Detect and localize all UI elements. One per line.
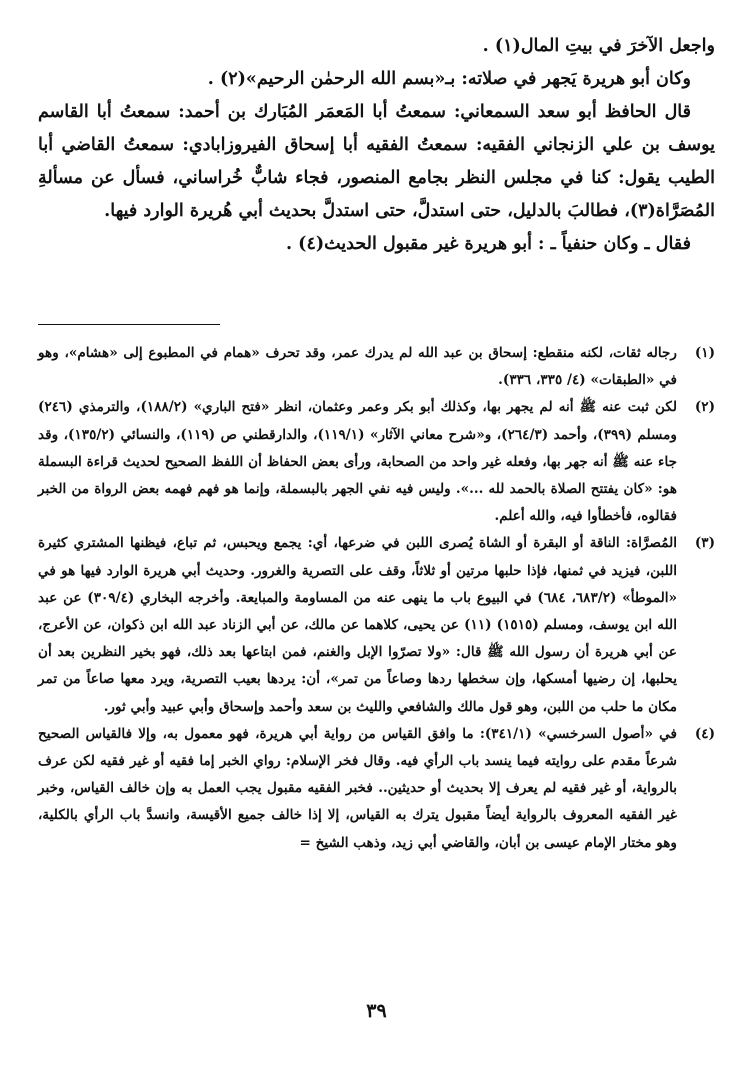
footnote-text: المُصرَّاة: الناقة أو البقرة أو الشاة يُصرى اللبن في ضرعها، أي: يجمع ويحبس، ثم تباع، فيظنها المشتري كثيرة اللبن، فيزيد في ثمنها، فإذا حلبها مرتين أو ثلاثاً، وقف على التصرية والغرور. وحديث أبي هريرة الوارد فيها هو في «الموطأ» (٦٨٣/٢، ٦٨٤) في البيوع باب ما ينهى عنه من المساومة والمبايعة. وأخرجه البخاري (٣٠٩/٤) عن عبد الله ابن يوسف، ومسلم (١٥١٥) (١١) عن يحيى، كلاهما عن مالك، عن أبي الزناد عبد الله ابن ذكوان، عن الأعرج، عن أبي هريرة أن رسول الله ﷺ قال: «ولا تصرّوا الإبل والغنم، فمن ابتاعها بعد ذلك، فهو بخير النظرين بعد أن يحلبها، إن رضيها أمسكها، وإن سخطها ردها وصاعاً من تمر»، أن: يردها بعيب التصرية، ويرد معها صاعاً من تمر مكان ما حلب من اللبن، وهو قول مالك والشافعي والليث بن سعد وأحمد وإسحاق وأبي عبيد وأبي ثور. xyxy=(38,535,677,715)
page-number: ٣٩ xyxy=(366,1000,387,1022)
main-paragraph-4: فقال ـ وكان حنفياً ـ : أبو هريرة غير مقبول الحديث(٤) . xyxy=(285,234,691,254)
footnote-text: لكن ثبت عنه ﷺ أنه لم يجهر بها، وكذلك أبو بكر وعمر وعثمان، انظر «فتح الباري» (١٨٨/٢)، والترمذي (٢٤٦) ومسلم (٣٩٩)، وأحمد (٢٦٤/٣)، و«شرح معاني الآثار» (١١٩/١)، والدارقطني ص (١١٩)، والنسائي (١٣٥/٢)، وقد جاء عنه ﷺ أنه جهر بها، وفعله غير واحد من الصحابة، ورأى بعض الحفاظ أن اللفظ الصحيح لحديث قراءة البسملة هو: «كان يفتتح الصلاة بالحمد لله ...». وليس فيه نفي الجهر بالبسملة، وإنما هو فهم فهمه بعض الرواة من الخبر فقالوه، فأخطأوا فيه، والله أعلم. xyxy=(38,399,678,525)
footnote-2 xyxy=(38,394,715,530)
footnote-text: رجاله ثقات، لكنه منقطع: إسحاق بن عبد الله لم يدرك عمر، وقد تحرف «همام في المطبوع إلى «هشام»، وهو في «الطبقات» (٤/ ٣٣٥، ٣٣٦). xyxy=(38,345,677,389)
footnotes xyxy=(38,340,715,857)
main-paragraph-1: واجعل الآخرَ في بيتِ المال(١) . xyxy=(482,36,715,56)
main-text xyxy=(38,30,715,261)
main-paragraph-2: وكان أبو هريرة يَجهر في صلاته: بـ«بسم الله الرحمٰن الرحيم»(٢) . xyxy=(207,69,691,89)
footnote-text: في «أصول السرخسي» (٣٤١/١): ما وافق القياس من رواية أبي هريرة، فهو معمول به، وإلا فالقياس الصحيح شرعاً مقدم على روايته فيما ينسد باب الرأي فيه. وقال فخر الإسلام: رواي الخبر إما فقيه أو غير فقيه لكن عرف بالرواية، أو غير فقيه لم يعرف إلا بحديث أو حديثين.. فخبر الفقيه مقبول يجب العمل به وإن خالف القياس، وخبر غير الفقيه المعروف بالرواية أيضاً مقبول يترك به القياس، إلا إذا خالف جميع الأقيسة، وانسدَّ باب الرأي بالكلية، وهو مختار الإمام عيسى بن أبان، والقاضي أبي زيد، وذهب الشيخ = xyxy=(38,725,677,851)
footnote-4 xyxy=(38,721,715,857)
footnote-number: (٤) xyxy=(694,725,715,742)
footnote-3 xyxy=(38,530,715,720)
footnote-1 xyxy=(38,340,715,394)
footnote-divider xyxy=(38,324,220,325)
main-paragraph-3: قال الحافظ أبو سعد السمعاني: سمعتُ أبا المَعمَر المُبَارك بن أحمد: سمعتُ أبا القاسم يوسف بن علي الزنجاني الفقيه: سمعتُ الفقيه أبا إسحاق الفيروزابادي: سمعتُ القاضي أبا الطيب يقول: كنا في مجلس النظر بجامع المنصور، فجاء شابٌّ خُراساني، فسأل عن مسألةِ المُصَرَّاة(٣)، فطالبَ بالدليل، حتى استدلَّ، حتى استدلَّ بحديث أبي هُريرة الوارد فيها. xyxy=(38,102,715,221)
footnote-number: (١) xyxy=(694,345,715,361)
footnote-number: (٢) xyxy=(694,399,715,416)
footnote-number: (٣) xyxy=(694,535,715,552)
